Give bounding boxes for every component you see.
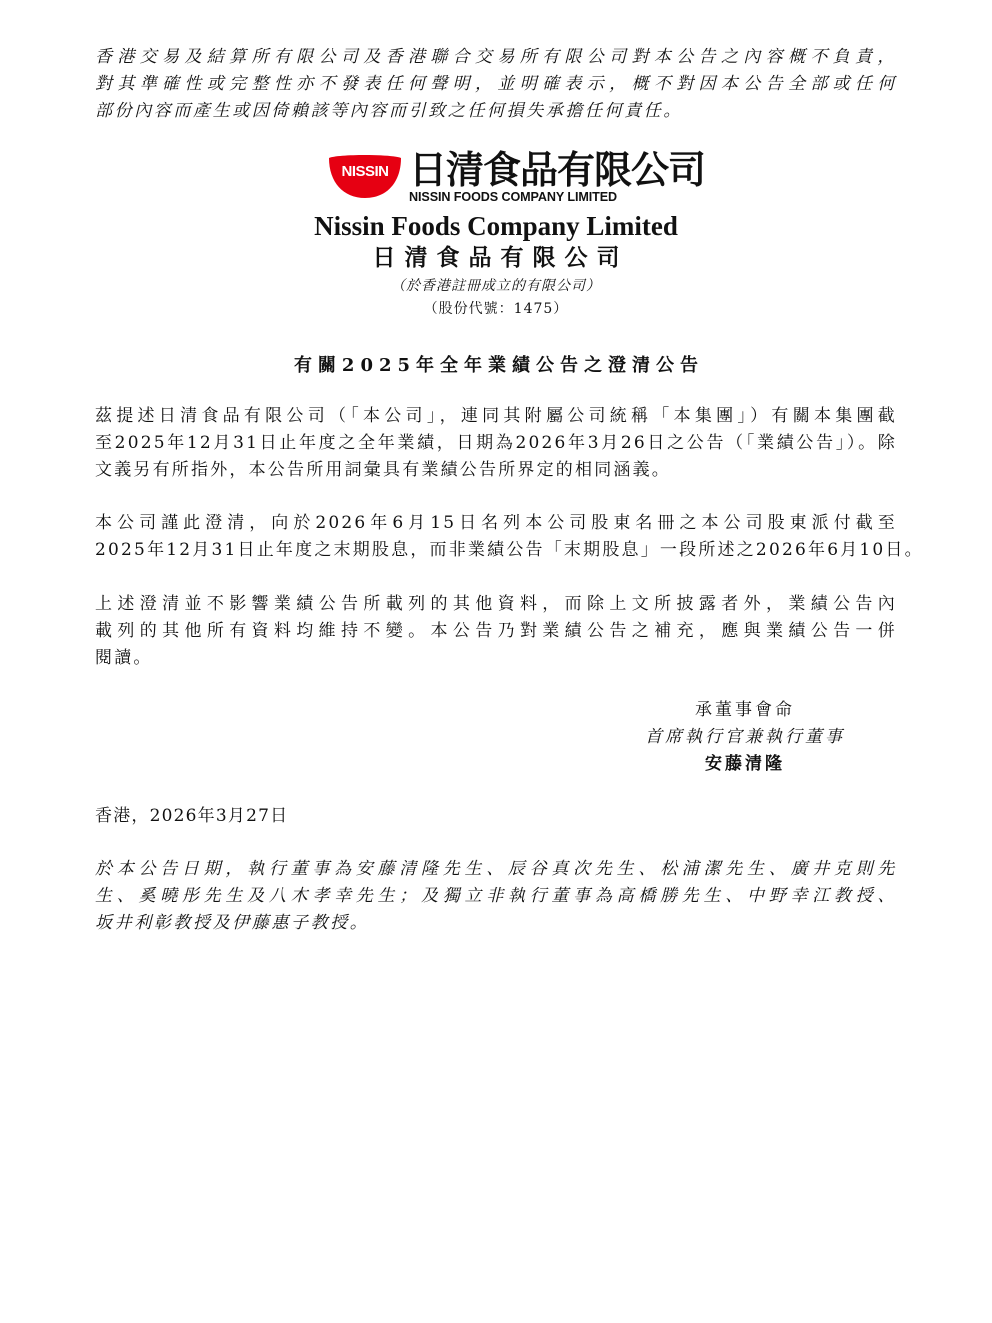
paragraph-clarification (95, 510, 924, 564)
logo-brand-text: NISSIN (341, 163, 389, 180)
company-logo (327, 148, 706, 208)
announcement-title: 有關2025年全年業績公告之澄清公告 (293, 355, 705, 376)
paragraph-other-information (95, 591, 897, 672)
signature-name: 安藤清隆 (705, 754, 785, 774)
disclaimer-line: 部份內容而產生或因倚賴該等內容而引致之任何損失承擔任何責任。 (95, 101, 683, 121)
paragraph-reference (95, 403, 897, 484)
logo-english-text: NISSIN FOODS COMPANY LIMITED (409, 190, 618, 204)
directors-line: 生、奚曉彤先生及八木孝幸先生；及獨立非執行董事為高橋勝先生、中野幸江教授、 (95, 886, 897, 906)
company-name-en: Nissin Foods Company Limited (314, 211, 678, 241)
signature-block (590, 697, 900, 778)
announcement-date: 香港，2026年3月27日 (95, 806, 289, 826)
signature-by-order: 承董事會命 (695, 700, 795, 720)
paragraph-line: 至2025年12月31日止年度之全年業績，日期為2026年3月26日之公告（「業績公告」）。除 (95, 433, 897, 453)
stock-code: （股份代號：1475） (423, 301, 569, 317)
disclaimer-line: 香港交易及結算所有限公司及香港聯合交易所有限公司對本公告之內容概不負責， (95, 47, 897, 67)
signature-position: 首席執行官兼執行董事 (645, 727, 845, 747)
paragraph-line: 茲提述日清食品有限公司（「本公司」，連同其附屬公司統稱「本集團」）有關本集團截 (95, 406, 897, 426)
company-name-cn: 日清食品有限公司 (372, 245, 629, 271)
directors-line: 坂井利彰教授及伊藤惠子教授。 (95, 913, 370, 933)
nissin-brand-logo (327, 152, 403, 200)
paragraph-line: 文義另有所指外，本公告所用詞彙具有業績公告所界定的相同涵義。 (95, 460, 671, 480)
disclaimer (95, 44, 897, 125)
logo-cjk-text: 日清食品有限公司 (409, 148, 706, 192)
paragraph-line: 本公司謹此澄清，向於2026年6月15日名列本公司股東名冊之本公司股東派付截至 (95, 513, 897, 533)
incorporation-note: （於香港註冊成立的有限公司） (391, 278, 601, 294)
paragraph-line: 載列的其他所有資料均維持不變。本公告乃對業績公告之補充，應與業績公告一併 (95, 621, 897, 641)
disclaimer-line: 對其準確性或完整性亦不發表任何聲明，並明確表示，概不對因本公告全部或任何 (95, 74, 897, 94)
paragraph-line: 2025年12月31日止年度之末期股息，而非業績公告「末期股息」一段所述之2026年6月10日。 (95, 540, 924, 560)
paragraph-line: 上述澄清並不影響業績公告所載列的其他資料，而除上文所披露者外，業績公告內 (95, 594, 897, 614)
paragraph-line: 閱讀。 (95, 648, 153, 668)
directors-list (95, 856, 897, 937)
directors-line: 於本公告日期，執行董事為安藤清隆先生、辰谷真次先生、松浦潔先生、廣井克則先 (95, 859, 897, 879)
